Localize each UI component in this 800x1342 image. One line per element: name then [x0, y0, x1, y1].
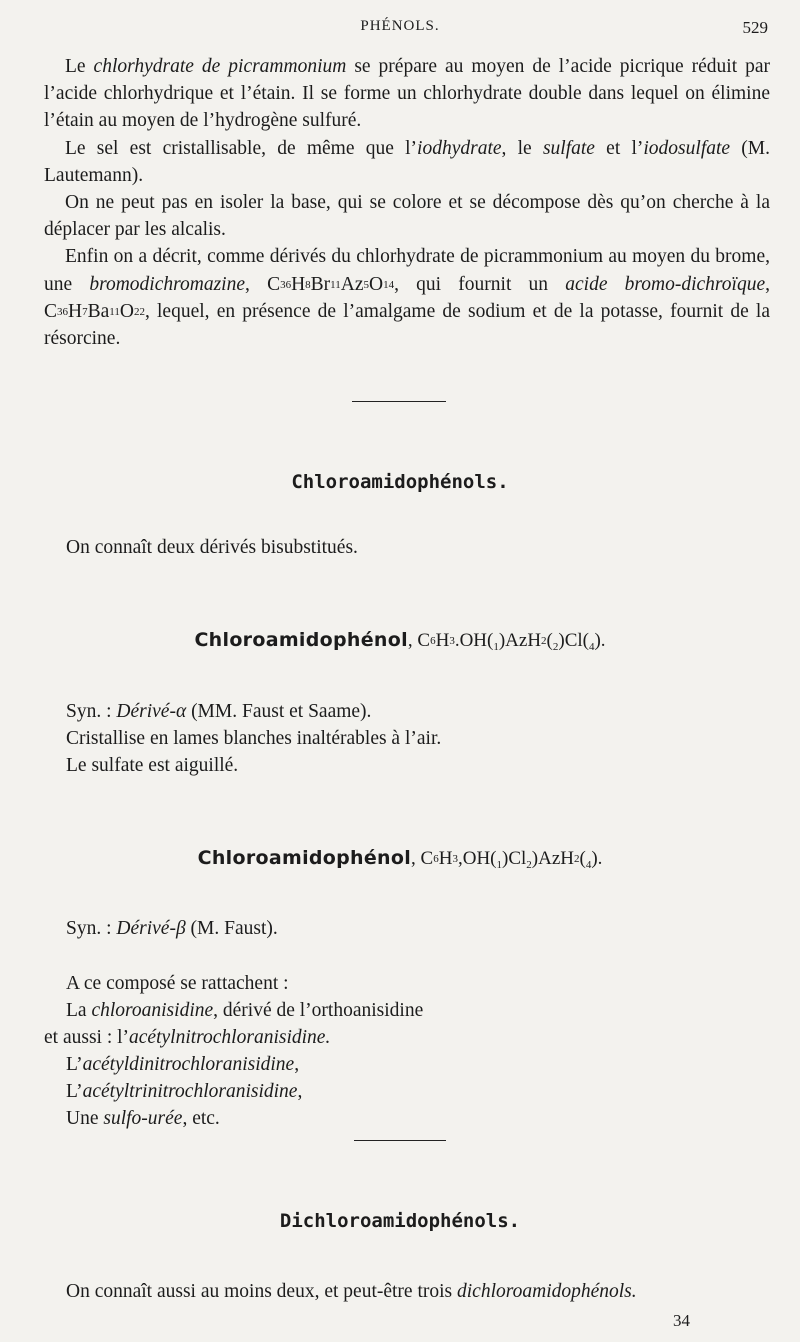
section-divider: [354, 1140, 446, 1141]
related-sulfo-uree: Une sulfo-urée, etc.: [66, 1108, 220, 1129]
related-acetylnitro: et aussi : l’acétylnitrochloranisidine.: [44, 1027, 331, 1048]
page-number: 529: [742, 18, 768, 37]
related-acetyltrinitro: L’acétyltrinitrochloranisidine,: [66, 1081, 303, 1102]
page-header: [0, 18, 800, 44]
section-title-dichloroamidophenols: Dichloroamidophénols.: [279, 1210, 521, 1232]
related-chloroanisidine: La chloroanisidine, dérivé de l’orthoanisidine: [66, 1000, 424, 1021]
intro-text: [44, 53, 770, 352]
paragraph-picrammonium: Le chlorhydrate de picrammonium se prépare au moyen de l’acide picrique réduit par l’acide chlorhydrique et l’étain. Il se forme un chlorhydrate double dans lequel on élimine l’étain au moyen de l’hydrogène sulfuré.: [44, 56, 770, 132]
synonym-alpha: Syn. : Dérivé-α (MM. Faust et Saame).: [66, 701, 372, 722]
compound-heading-beta: Chloroamidophénol, $C^6H^3,OH(_1)Cl_2)AzH^2(_4)$.: [197, 847, 603, 871]
compound-name: Chloroamidophénol: [197, 847, 412, 869]
paragraph-bromine-derivatives: Enfin on a décrit, comme dérivés du chlorhydrate de picrammonium au moyen du brome, une bromodichromazine, $C^{36}H^8Br^{11}Az^5O^{14}$, qui fournit un acide bromo-dichroïque, $C^{36}H^7Ba^{11}O^{22}$, lequel, en présence de l’amalgame de sodium et de la potasse, fournit de la résorcine.: [44, 246, 770, 350]
signature-number: 34: [673, 1311, 690, 1330]
property-sulfate: Le sulfate est aiguillé.: [66, 755, 239, 776]
section-divider: [352, 401, 446, 402]
compound-name: Chloroamidophénol: [194, 629, 408, 651]
paragraph-salts: Le sel est cristallisable, de même que l’iodhydrate, le sulfate et l’iodosulfate (M. Lautemann).: [44, 137, 770, 186]
compound-heading-alpha: Chloroamidophénol, $C^6H^3.OH(_1)AzH^2(_2)Cl(_4)$.: [194, 629, 606, 653]
running-head: PHÉNOLS.: [360, 18, 440, 34]
section-intro-text: On connaît deux dérivés bisubstitués.: [66, 537, 358, 558]
section-title-chloroamidophenols: Chloroamidophénols.: [291, 471, 509, 493]
synonym-beta: Syn. : Dérivé-β (M. Faust).: [66, 918, 278, 939]
section-closing-text: On connaît aussi au moins deux, et peut-être trois dichloroamidophénols.: [66, 1281, 637, 1302]
property-crystallization: Cristallise en lames blanches inaltérables à l’air.: [66, 728, 442, 749]
related-acetyldinitro: L’acétyldinitrochloranisidine,: [66, 1054, 300, 1075]
paragraph-base: On ne peut pas en isoler la base, qui se colore et se décompose dès qu’on cherche à la déplacer par les alcalis.: [44, 192, 770, 241]
related-compounds-intro: A ce composé se rattachent :: [66, 973, 289, 994]
